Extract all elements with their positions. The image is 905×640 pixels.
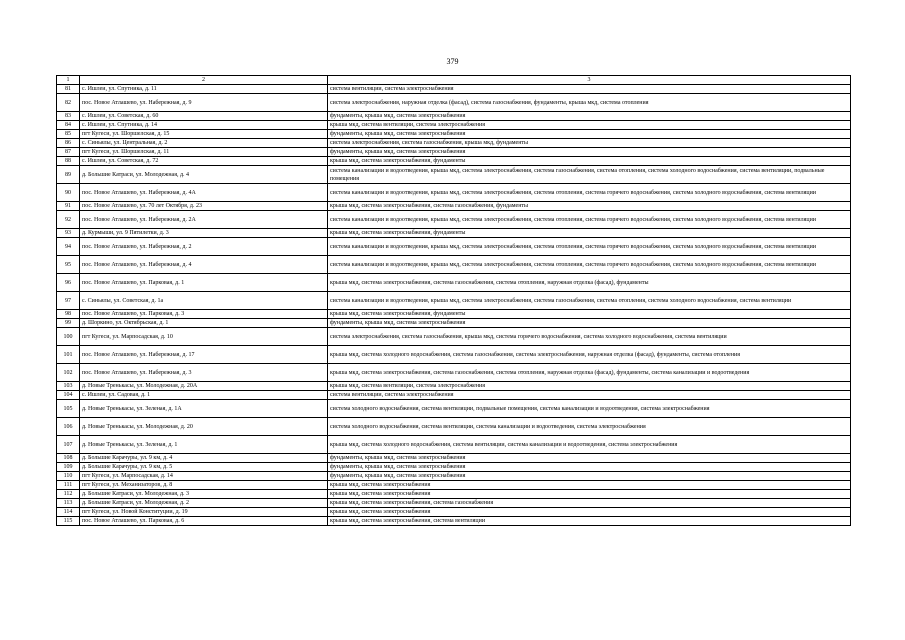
table-row <box>57 157 851 166</box>
table-row <box>57 364 851 382</box>
table-row <box>57 436 851 454</box>
table-row <box>57 238 851 256</box>
row-address: д. Новые Тренькасы, ул. Зеленая, д. 1А <box>80 400 328 418</box>
row-address: пос. Новое Атлашево, ул. Набережная, д. 4 <box>80 256 328 274</box>
table-row <box>57 292 851 310</box>
row-address: д. Новые Тренькасы, ул. Молодежная, д. 20 <box>80 418 328 436</box>
table-row <box>57 481 851 490</box>
row-address: с. Синьялы, ул. Центральная, д. 2 <box>80 139 328 148</box>
row-number: 103 <box>57 382 80 391</box>
row-number: 90 <box>57 184 80 202</box>
row-address: пос. Новое Атлашево, ул. Парковая, д. 3 <box>80 310 328 319</box>
row-address: д. Большие Катраси, ул. Молодежная, д. 3 <box>80 490 328 499</box>
row-works: фундаменты, крыша мкд, система электроснабжения <box>328 130 851 139</box>
table-row <box>57 382 851 391</box>
row-number: 108 <box>57 454 80 463</box>
row-address: пгт Кугеси, ул. Марпосадская, д. 10 <box>80 328 328 346</box>
row-number: 91 <box>57 202 80 211</box>
row-works: система вентиляции, система электроснабжения <box>328 391 851 400</box>
row-works: крыша мкд, система электроснабжения, фундаменты <box>328 310 851 319</box>
header-col-2: 2 <box>80 76 328 85</box>
row-works: система электроснабжения, система газоснабжения, крыша мкд, фундаменты <box>328 139 851 148</box>
table-row <box>57 490 851 499</box>
row-address: пгт Кугеси, ул. Новой Конституции, д. 19 <box>80 508 328 517</box>
row-works: фундаменты, крыша мкд, система электроснабжения <box>328 472 851 481</box>
row-works: система вентиляции, система электроснабжения <box>328 85 851 94</box>
row-number: 85 <box>57 130 80 139</box>
row-number: 110 <box>57 472 80 481</box>
row-works: фундаменты, крыша мкд, система электроснабжения <box>328 463 851 472</box>
row-works: система канализации и водоотведения, крыша мкд, система электроснабжения, система отопления, система горячего водоснабжения, система холодного водоснабжения, система вентиляции <box>328 256 851 274</box>
table-row <box>57 85 851 94</box>
table-row <box>57 94 851 112</box>
row-works: крыша мкд, система электроснабжения <box>328 490 851 499</box>
table-row <box>57 130 851 139</box>
table-row <box>57 472 851 481</box>
row-number: 95 <box>57 256 80 274</box>
table-row <box>57 229 851 238</box>
row-number: 81 <box>57 85 80 94</box>
row-address: пос. Новое Атлашево, ул. Набережная, д. 17 <box>80 346 328 364</box>
table-row <box>57 454 851 463</box>
row-number: 93 <box>57 229 80 238</box>
row-works: фундаменты, крыша мкд, система электроснабжения <box>328 112 851 121</box>
row-address: пос. Новое Атлашево, ул. Набережная, д. 2А <box>80 211 328 229</box>
row-works: система электроснабжения, наружная отделка (фасад), система газоснабжения, фундаменты, крыша мкд, система отопления <box>328 94 851 112</box>
row-number: 104 <box>57 391 80 400</box>
row-address: пос. Новое Атлашево, ул. Набережная, д. 3 <box>80 364 328 382</box>
table-row <box>57 274 851 292</box>
row-works: крыша мкд, система электроснабжения, фундаменты <box>328 229 851 238</box>
row-address: д. Новые Тренькасы, ул. Молодежная, д. 20А <box>80 382 328 391</box>
address-works-table <box>56 75 851 526</box>
row-number: 107 <box>57 436 80 454</box>
table-row <box>57 256 851 274</box>
row-works: система холодного водоснабжения, система вентиляции, система канализации и водоотведения, система электроснабжения <box>328 418 851 436</box>
table-row <box>57 499 851 508</box>
row-address: с. Ишлеи, ул. Советская, д. 72 <box>80 157 328 166</box>
row-number: 99 <box>57 319 80 328</box>
table-header-row <box>57 76 851 85</box>
table-row <box>57 166 851 184</box>
row-number: 89 <box>57 166 80 184</box>
row-number: 97 <box>57 292 80 310</box>
row-address: пос. Новое Атлашево, ул. Набережная, д. 4А <box>80 184 328 202</box>
row-address: д. Большие Катраси, ул. Молодежная, д. 2 <box>80 499 328 508</box>
table-row <box>57 202 851 211</box>
row-number: 84 <box>57 121 80 130</box>
table-row <box>57 319 851 328</box>
row-address: д. Курмыши, ул. 9 Пятилетки, д. 3 <box>80 229 328 238</box>
table-row <box>57 346 851 364</box>
row-works: система канализации и водоотведения, крыша мкд, система электроснабжения, система отопления, система горячего водоснабжения, система холодного водоснабжения, система вентиляции <box>328 238 851 256</box>
table-row <box>57 418 851 436</box>
row-address: д. Новые Тренькасы, ул. Зеленая, д. 1 <box>80 436 328 454</box>
row-number: 98 <box>57 310 80 319</box>
row-address: пгт Кугеси, ул. Механизаторов, д. 8 <box>80 481 328 490</box>
row-address: д. Большие Карачуры, ул. 9 км, д. 5 <box>80 463 328 472</box>
row-address: с. Ишлеи, ул. Спутника, д. 14 <box>80 121 328 130</box>
row-works: крыша мкд, система электроснабжения, система газоснабжения, система отопления, наружная отделка (фасад), фундаменты <box>328 274 851 292</box>
row-number: 115 <box>57 517 80 526</box>
row-number: 83 <box>57 112 80 121</box>
row-works: фундаменты, крыша мкд, система электроснабжения <box>328 148 851 157</box>
row-number: 87 <box>57 148 80 157</box>
row-number: 105 <box>57 400 80 418</box>
row-works: система канализации и водоотведения, крыша мкд, система электроснабжения, система газоснабжения, система отопления, система холодного водоснабжения, система вентиляции <box>328 292 851 310</box>
row-works: крыша мкд, система холодного водоснабжения, система газоснабжения, система электроснабжения, наружная отделка (фасад), фундаменты, система отопления <box>328 346 851 364</box>
row-address: с. Ишлеи, ул. Садовая, д. 1 <box>80 391 328 400</box>
table-row <box>57 517 851 526</box>
row-address: пос. Новое Атлашево, ул. Парковая, д. 1 <box>80 274 328 292</box>
row-works: крыша мкд, система электроснабжения, система вентиляции <box>328 517 851 526</box>
row-works: система канализации и водоотведения, крыша мкд, система электроснабжения, система отопления, система горячего водоснабжения, система холодного водоснабжения, система вентиляции <box>328 211 851 229</box>
row-number: 114 <box>57 508 80 517</box>
row-works: крыша мкд, система электроснабжения <box>328 508 851 517</box>
row-address: д. Шоркино, ул. Октябрьская, д. 1 <box>80 319 328 328</box>
table-row <box>57 508 851 517</box>
table-row <box>57 121 851 130</box>
header-col-3: 3 <box>328 76 851 85</box>
row-address: пос. Новое Атлашево, ул. 70 лет Октября, д. 23 <box>80 202 328 211</box>
row-number: 92 <box>57 211 80 229</box>
row-address: пгт Кугеси, ул. Марпосадская, д. 14 <box>80 472 328 481</box>
row-number: 86 <box>57 139 80 148</box>
row-address: пгт Кугеси, ул. Шоршелская, д. 15 <box>80 130 328 139</box>
row-works: система холодного водоснабжения, система вентиляции, подвальные помещения, система канализации и водоотведения, система электроснабжения <box>328 400 851 418</box>
row-works: крыша мкд, система вентиляции, система электроснабжения <box>328 382 851 391</box>
row-number: 111 <box>57 481 80 490</box>
table-row <box>57 310 851 319</box>
row-number: 102 <box>57 364 80 382</box>
table-row <box>57 148 851 157</box>
row-works: крыша мкд, система электроснабжения, система газоснабжения <box>328 499 851 508</box>
table-row <box>57 391 851 400</box>
table-row <box>57 139 851 148</box>
row-number: 94 <box>57 238 80 256</box>
row-works: крыша мкд, система электроснабжения, система газоснабжения, фундаменты <box>328 202 851 211</box>
row-address: пгт Кугеси, ул. Шоршелская, д. 11 <box>80 148 328 157</box>
header-col-1: 1 <box>57 76 80 85</box>
row-address: с. Ишлеи, ул. Советская, д. 60 <box>80 112 328 121</box>
row-address: д. Большие Карачуры, ул. 9 км, д. 4 <box>80 454 328 463</box>
row-address: с. Ишлеи, ул. Спутника, д. 11 <box>80 85 328 94</box>
row-works: система канализации и водоотведения, крыша мкд, система электроснабжения, система газоснабжения, система отопления, система холодного водоснабжения, система вентиляции, подвальные помещения <box>328 166 851 184</box>
row-works: крыша мкд, система холодного водоснабжения, система вентиляции, система канализации и водоотведения, система электроснабжения <box>328 436 851 454</box>
row-number: 82 <box>57 94 80 112</box>
table-row <box>57 112 851 121</box>
row-works: крыша мкд, система вентиляции, система электроснабжения <box>328 121 851 130</box>
row-address: пос. Новое Атлашево, ул. Набережная, д. 2 <box>80 238 328 256</box>
row-number: 88 <box>57 157 80 166</box>
row-address: с. Синьялы, ул. Советская, д. 1а <box>80 292 328 310</box>
row-number: 100 <box>57 328 80 346</box>
row-works: крыша мкд, система электроснабжения, фундаменты <box>328 157 851 166</box>
row-number: 113 <box>57 499 80 508</box>
row-works: фундаменты, крыша мкд, система электроснабжения <box>328 454 851 463</box>
row-works: система электроснабжения, система газоснабжения, крыша мкд, система горячего водоснабжения, система холодного водоснабжения, система вентиляции <box>328 328 851 346</box>
row-works: фундаменты, крыша мкд, система электроснабжения <box>328 319 851 328</box>
table-row <box>57 400 851 418</box>
row-number: 109 <box>57 463 80 472</box>
table-row <box>57 328 851 346</box>
row-number: 112 <box>57 490 80 499</box>
table-row <box>57 184 851 202</box>
row-number: 101 <box>57 346 80 364</box>
table-row <box>57 463 851 472</box>
row-address: пос. Новое Атлашево, ул. Парковая, д. 6 <box>80 517 328 526</box>
row-works: крыша мкд, система электроснабжения, система газоснабжения, система отопления, наружная отделка (фасад), фундаменты, система канализации и водоотведения <box>328 364 851 382</box>
row-works: крыша мкд, система электроснабжения <box>328 481 851 490</box>
page-number: 379 <box>446 57 459 66</box>
row-number: 96 <box>57 274 80 292</box>
table-row <box>57 211 851 229</box>
row-address: пос. Новое Атлашево, ул. Набережная, д. 9 <box>80 94 328 112</box>
row-address: д. Большие Катраси, ул. Молодежная, д. 4 <box>80 166 328 184</box>
row-number: 106 <box>57 418 80 436</box>
row-works: система канализации и водоотведения, крыша мкд, система электроснабжения, система отопления, система горячего водоснабжения, система холодного водоснабжения, система вентиляции <box>328 184 851 202</box>
